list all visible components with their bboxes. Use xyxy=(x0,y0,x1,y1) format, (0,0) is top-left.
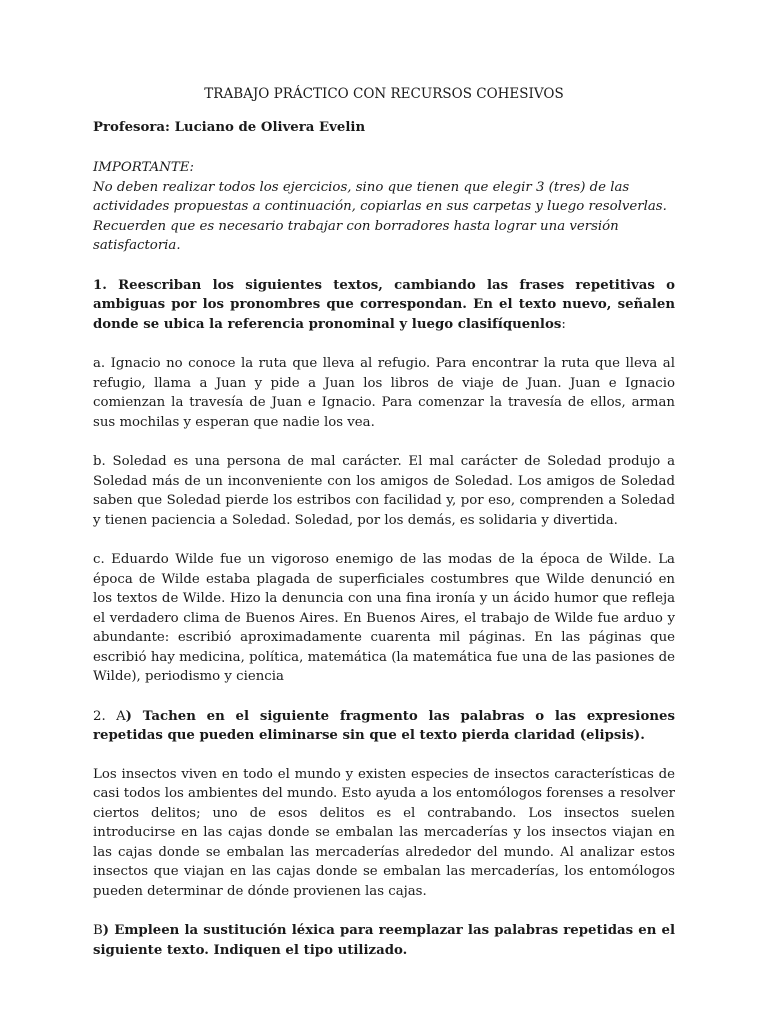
question-1-text: 1. Reescriban los siguientes textos, cambiando las frases repetitivas o ambiguas por los pronombres que correspondan. En el texto nuevo, señalen donde se ubica la referencia pronominal y luego clasifíquenlos xyxy=(93,277,675,332)
question-2b xyxy=(93,921,675,960)
teacher-name: Profesora: Luciano de Olivera Evelin xyxy=(93,120,366,135)
question-2b-text: ) Empleen la sustitución léxica para reemplazar las palabras repetidas en el siguiente texto. Indiquen el tipo utilizado. xyxy=(93,923,675,958)
question-2a-text: ) Tachen en el siguiente fragmento las palabras o las expresiones repetidas que pueden eliminarse sin que el texto pierda claridad (elipsis). xyxy=(93,708,675,743)
question-2a xyxy=(93,707,675,746)
important-text: No deben realizar todos los ejercicios, sino que tienen que elegir 3 (tres) de las actividades propuestas a continuación, copiarlas en sus carpetas y luego resolverlas. Recuerden que es necesario trabajar con borradores hasta lograr una versión satisfactoria. xyxy=(93,179,667,253)
important-note xyxy=(93,158,675,256)
question-1 xyxy=(93,276,675,335)
important-heading: IMPORTANTE: xyxy=(93,160,194,175)
exercise-2a-text: Los insectos viven en todo el mundo y existen especies de insectos características de casi todos los ambientes del mundo. Esto ayuda a los entomólogos forenses a resolver ciertos delitos; uno de esos delitos es el contrabando. Los insectos suelen introducirse en las cajas donde se embalan las mercaderías y los insectos viajan en las cajas donde se embalan las mercaderías alrededor del mundo. Al analizar estos insectos que viajan en las cajas donde se embalan las mercaderías, los entomólogos pueden determinar de dónde provienen las cajas. xyxy=(93,766,675,899)
exercise-1c: c. Eduardo Wilde fue un vigoroso enemigo de las modas de la época de Wilde. La época de Wilde estaba plagada de superficiales costumbres que Wilde denunció en los textos de Wilde. Hizo la denuncia con una fina ironía y un ácido humor que refleja el verdadero clima de Buenos Aires. En Buenos Aires, el trabajo de Wilde fue arduo y abundante: escribió aproximadamente cuarenta mil páginas. En las páginas que escribió hay medicina, política, matemática (la matemática fue una de las pasiones de Wilde), periodismo y ciencia xyxy=(93,552,675,684)
exercise-1b: b. Soledad es una persona de mal carácter. El mal carácter de Soledad produjo a Soledad más de un inconveniente con los amigos de Soledad. Los amigos de Soledad saben que Soledad pierde los estribos con facilidad y, por eso, comprenden a Soledad y tienen paciencia a Soledad. Soledad, por los demás, es solidaria y divertida. xyxy=(93,454,675,528)
question-2a-number: 2. A xyxy=(93,708,126,724)
question-1-colon: : xyxy=(561,316,566,332)
document-title: TRABAJO PRÁCTICO CON RECURSOS COHESIVOS xyxy=(204,86,564,102)
exercise-1a: a. Ignacio no conoce la ruta que lleva al refugio. Para encontrar la ruta que lleva al refugio, llama a Juan y pide a Juan los libros de viaje de Juan. Juan e Ignacio comienzan la travesía de Juan e Ignacio. Para comenzar la travesía de ellos, arman sus mochilas y esperan que nadie los vea. xyxy=(93,356,675,430)
question-2b-number: B xyxy=(93,923,103,938)
